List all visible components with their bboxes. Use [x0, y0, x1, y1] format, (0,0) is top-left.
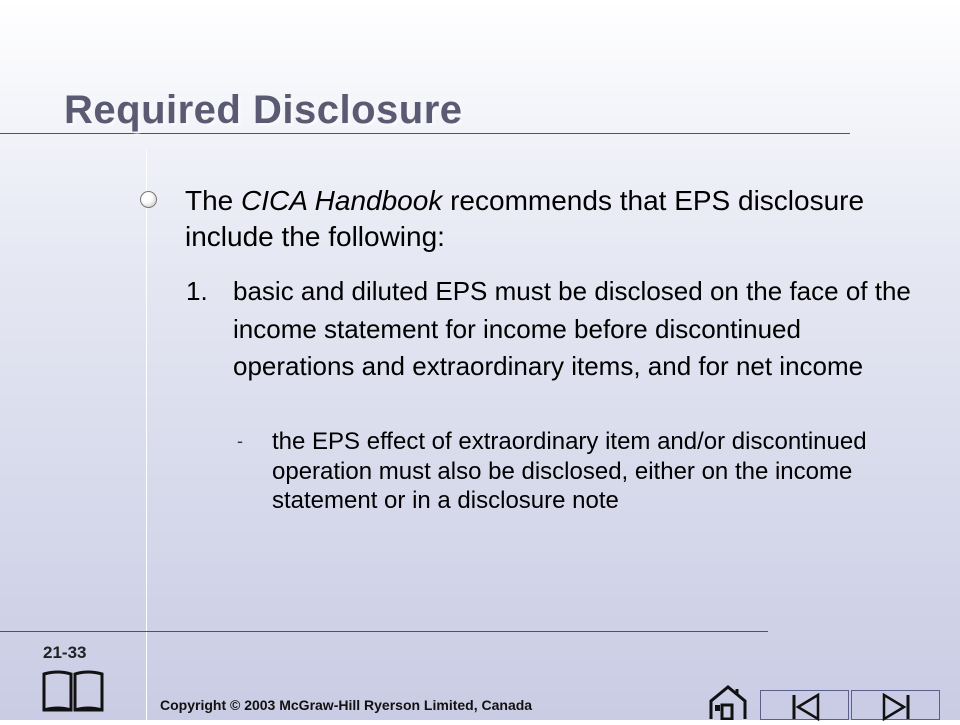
- skip-next-icon: [852, 691, 941, 721]
- numbered-item-text: basic and diluted EPS must be disclosed on the face of the income statement for income before discontinued operations and extraordinary items, and for net income: [233, 276, 911, 381]
- next-button[interactable]: [851, 690, 940, 720]
- bullet-text-start: The: [185, 185, 242, 216]
- footer-divider: [0, 631, 768, 632]
- book-icon[interactable]: [41, 670, 105, 721]
- numbered-list-item: [186, 273, 926, 386]
- bullet-dot-icon: [140, 191, 157, 208]
- main-bullet-text: [185, 183, 930, 255]
- sub-item-dash: -: [237, 431, 243, 451]
- bullet-text-end: recommends that EPS disclosure include the following:: [185, 185, 865, 252]
- sub-list-item: [237, 427, 937, 516]
- main-bullet: [140, 183, 930, 255]
- skip-previous-icon: [761, 691, 850, 721]
- list-number: 1.: [186, 276, 208, 306]
- title-divider: [0, 133, 850, 134]
- copyright-text: Copyright © 2003 McGraw-Hill Ryerson Limited, Canada: [160, 697, 533, 713]
- slide-number: 21-33: [43, 643, 87, 662]
- previous-button[interactable]: [760, 690, 849, 720]
- home-icon[interactable]: [707, 683, 749, 725]
- slide-title: Required Disclosure: [64, 88, 463, 132]
- bullet-text-italic: CICA Handbook: [241, 185, 443, 216]
- sub-item-text: the EPS effect of extraordinary item and/or discontinued operation must also be disclosed, either on the income statement or in a disclosure note: [272, 428, 867, 514]
